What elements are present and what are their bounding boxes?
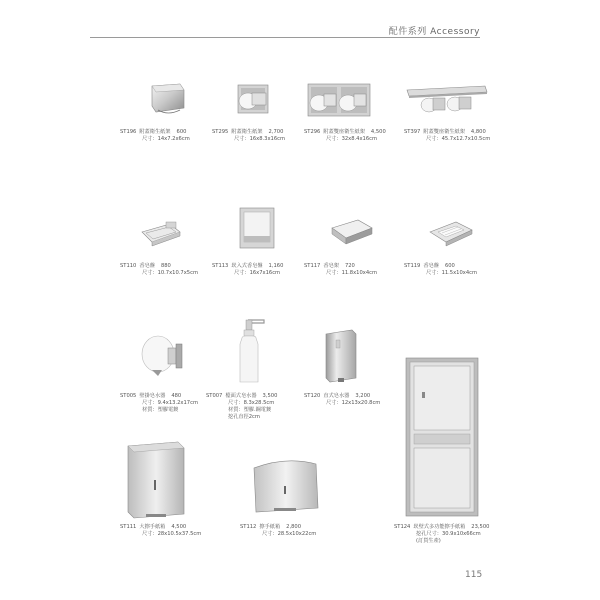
product-spec: 尺寸：28x10.5x37.5cm [142,531,202,537]
product-image-st295 [232,83,272,117]
product-spec: 尺寸：16x7x16cm [234,270,281,276]
product-spec: 尺寸：9.4x13.2x17cm [142,400,199,406]
product-price: 600 [444,263,455,269]
product-name: 大擦手紙箱 [139,524,166,530]
product-spec: 尺寸：11.8x10x4cm [326,270,378,276]
product-code: ST295 [212,129,229,135]
product-code: ST007 [206,393,223,399]
product-spec: 挖孔尺寸：30.9x10x66cm [416,531,481,537]
product-image-st111 [124,440,188,520]
product-price: 4,800 [470,129,486,135]
product-price: 1,160 [268,263,284,269]
product-name: 香皂盤 [423,263,439,269]
product-name: 附蓋衛生紙架 [231,129,263,135]
product-price: 720 [344,263,355,269]
product-price: 4,500 [370,129,386,135]
product-material: 材質：塑膠電鍍 [142,407,179,413]
product-name: 附蓋衛生紙架 [139,129,171,135]
product-price: 2,700 [268,129,284,135]
product-spec: 尺寸：16x8.3x16cm [234,136,286,142]
page-number: 115 [465,570,483,580]
product-price: 4,500 [171,524,187,530]
product-code: ST111 [120,524,137,530]
product-name: 崁入式香皂盤 [231,263,263,269]
product-code: ST113 [212,263,229,269]
product-price: 2,800 [286,524,301,530]
product-code: ST124 [394,524,411,530]
product-price: 880 [160,263,171,269]
product-spec: 尺寸：28.5x10x22cm [262,531,317,537]
product-name: 檯面式皂水器 [225,393,257,399]
product-code: ST120 [304,393,321,399]
product-code: ST112 [240,524,257,530]
product-code: ST397 [404,129,421,135]
product-name: 壁掛皂水器 [139,393,166,399]
product-price: 3,200 [355,393,371,399]
product-spec: 尺寸：14x7.2x6cm [142,136,190,142]
product-image-st397 [405,82,489,116]
product-image-st119 [426,218,476,248]
product-name: 附蓋雙座衛生紙架 [323,129,365,135]
product-image-st117 [328,216,376,248]
product-image-st005 [138,330,188,384]
product-name: 直式皂水器 [323,393,350,399]
product-image-st113 [238,206,278,250]
product-note: (訂貨生產) [416,538,441,544]
product-price: 3,500 [262,393,278,399]
product-name: 擦手紙箱 [259,524,281,530]
product-code: ST296 [304,129,321,135]
product-name: 附蓋雙座衛生紙架 [423,129,465,135]
product-name: 香皂盤 [139,263,155,269]
product-image-st112 [250,458,322,514]
product-image-st120 [322,328,362,384]
product-price: 480 [171,393,182,399]
product-image-st110 [138,220,184,248]
product-code: ST117 [304,263,321,269]
page-title: 配件系列 Accessory [388,27,480,37]
product-image-st007 [232,314,272,386]
product-material: 材質：塑膠.鋼電鍍 [228,407,272,413]
product-code: ST110 [120,263,137,269]
product-name: 崁壁式多功能擦手紙箱 [413,524,466,530]
product-image-st124 [404,356,482,520]
header-rule [90,37,480,38]
product-code: ST005 [120,393,137,399]
product-price: 600 [176,129,187,135]
product-spec: 尺寸：10.7x10.7x5cm [142,270,199,276]
product-image-st296 [306,82,372,120]
product-name: 香皂架 [323,263,339,269]
product-spec: 尺寸：8.3x28.5cm [228,400,275,406]
product-code: ST196 [120,129,137,135]
product-spec: 尺寸：11.5x10x4cm [426,270,478,276]
product-spec: 尺寸：12x13x20.8cm [326,400,381,406]
product-code: ST119 [404,263,421,269]
product-hole: 挖孔直徑2cm [228,414,260,420]
product-image-st196 [148,80,188,118]
product-spec: 尺寸：32x8.4x16cm [326,136,378,142]
product-price: 23,500 [471,524,490,530]
product-spec: 尺寸：45.7x12.7x10.5cm [426,136,491,142]
